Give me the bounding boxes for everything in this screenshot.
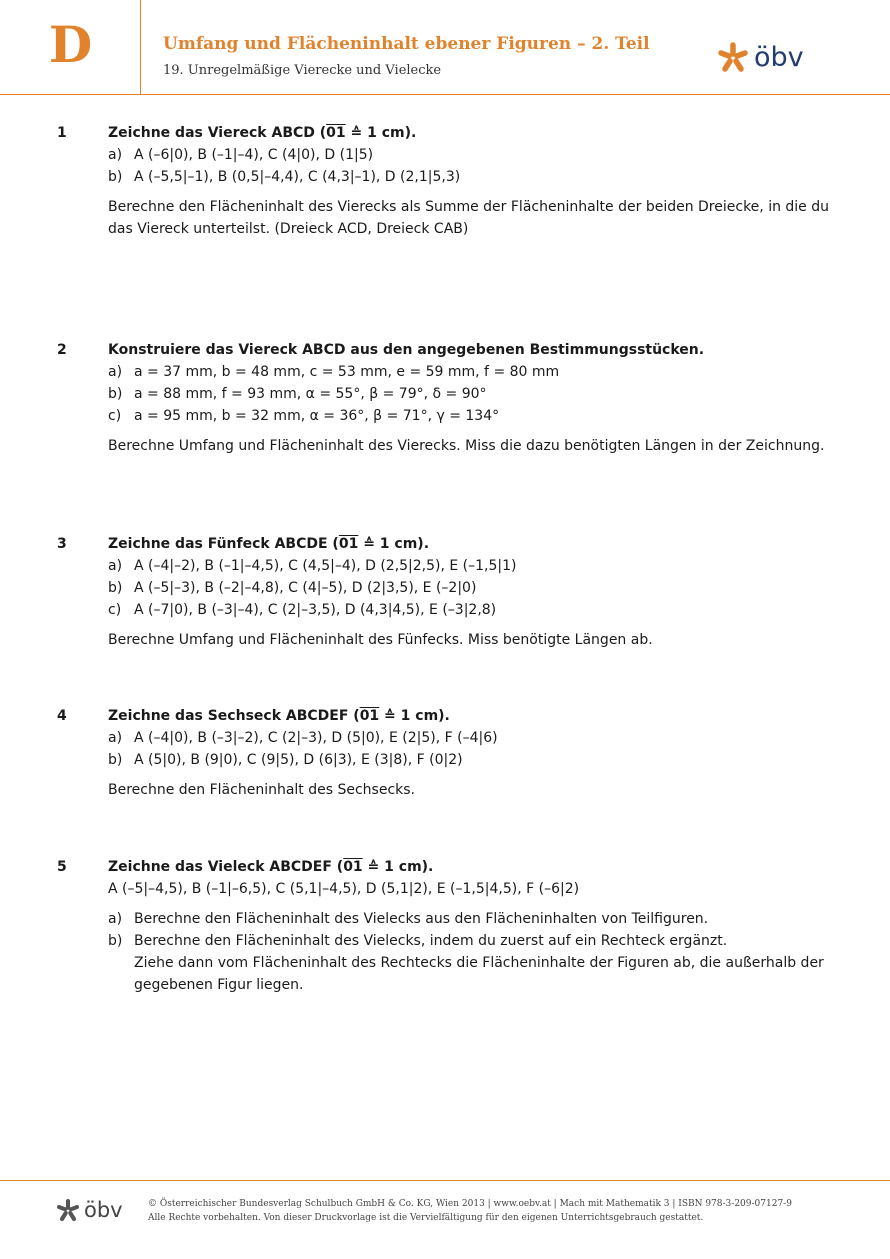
footer-divider	[0, 1180, 890, 1181]
task-instruction: Berechne den Flächeninhalt des Sechsecks.	[108, 782, 416, 798]
task-instruction: Berechne Umfang und Flächeninhalt des Fünfecks. Miss benötigte Längen ab.	[108, 632, 653, 648]
task-number: 1	[57, 125, 67, 141]
task-instruction: Berechne Umfang und Flächeninhalt des Vierecks. Miss die dazu benötigten Längen in der Zeichnung.	[108, 438, 825, 454]
task-number: 2	[57, 342, 67, 358]
footer-logo	[56, 1197, 123, 1223]
star-burst-icon	[717, 41, 749, 73]
point-list: A (–5|–4,5), B (–1|–6,5), C (5,1|–4,5), D (5,1|2), E (–1,5|4,5), F (–6|2)	[108, 881, 580, 897]
task-number: 3	[57, 536, 67, 552]
list-item: a) a = 37 mm, b = 48 mm, c = 53 mm, e = 59 mm, f = 80 mm	[108, 364, 560, 380]
page-header	[0, 0, 890, 95]
footer-copyright: © Österreichischer Bundesverlag Schulbuch GmbH & Co. KG, Wien 2013 | www.oebv.at | Mach mit Mathematik 3 | ISBN 978-3-209-07127-9	[148, 1199, 792, 1209]
task-heading: Zeichne das Sechseck ABCDEF (01 ≙ 1 cm).	[108, 708, 450, 724]
star-burst-icon	[56, 1198, 80, 1222]
list-item: a) A (–4|0), B (–3|–2), C (2|–3), D (5|0), E (2|5), F (–4|6)	[108, 730, 498, 746]
page-subtitle: 19. Unregelmäßige Vierecke und Vielecke	[163, 63, 442, 78]
list-item: b) A (–5|–3), B (–2|–4,8), C (4|–5), D (2|3,5), E (–2|0)	[108, 580, 477, 596]
task-heading: Zeichne das Vieleck ABCDEF (01 ≙ 1 cm).	[108, 859, 434, 875]
list-item: b) a = 88 mm, f = 93 mm, α = 55°, β = 79°, δ = 90°	[108, 386, 487, 402]
list-item: b) A (5|0), B (9|0), C (9|5), D (6|3), E (3|8), F (0|2)	[108, 752, 463, 768]
chapter-badge	[0, 0, 141, 95]
list-item: c) A (–7|0), B (–3|–4), C (2|–3,5), D (4,3|4,5), E (–3|2,8)	[108, 602, 497, 618]
list-item: a) A (–4|–2), B (–1|–4,5), C (4,5|–4), D (2,5|2,5), E (–1,5|1)	[108, 558, 517, 574]
page-title: Umfang und Flächeninhalt ebener Figuren – 2. Teil	[163, 34, 650, 54]
chapter-letter: D	[48, 15, 93, 74]
task-number: 4	[57, 708, 67, 724]
list-item: b) Berechne den Flächeninhalt des Vielecks, indem du zuerst auf ein Rechteck ergänzt. Ziehe dann vom Flächeninhalt des Rechtecks die Flächeninhalte der Figuren ab, die außerhalb der gegebenen Figur liegen.	[108, 933, 824, 993]
list-item: a) A (–6|0), B (–1|–4), C (4|0), D (1|5)	[108, 147, 374, 163]
list-item: a) Berechne den Flächeninhalt des Vielecks aus den Flächeninhalten von Teilfiguren.	[108, 911, 709, 927]
task-instruction: Berechne den Flächeninhalt des Vierecks als Summe der Flächeninhalte der beiden Dreiecke, in die du das Viereck unterteilst. (Dreieck ACD, Dreieck CAB)	[108, 199, 830, 237]
list-item: c) a = 95 mm, b = 32 mm, α = 36°, β = 71°, γ = 134°	[108, 408, 500, 424]
task-number: 5	[57, 859, 67, 875]
oebv-logo	[717, 40, 804, 74]
logo-text: öbv	[754, 41, 804, 73]
footer-rights: Alle Rechte vorbehalten. Von dieser Druckvorlage ist die Vervielfältigung für den eigenen Unterrichtsgebrauch gestattet.	[148, 1213, 704, 1223]
task-heading: Konstruiere das Viereck ABCD aus den angegebenen Bestimmungsstücken.	[108, 342, 705, 358]
footer-logo-text: öbv	[84, 1197, 123, 1222]
list-item: b) A (–5,5|–1), B (0,5|–4,4), C (4,3|–1), D (2,1|5,3)	[108, 169, 461, 185]
task-heading: Zeichne das Viereck ABCD (01 ≙ 1 cm).	[108, 125, 417, 141]
task-heading: Zeichne das Fünfeck ABCDE (01 ≙ 1 cm).	[108, 536, 430, 552]
